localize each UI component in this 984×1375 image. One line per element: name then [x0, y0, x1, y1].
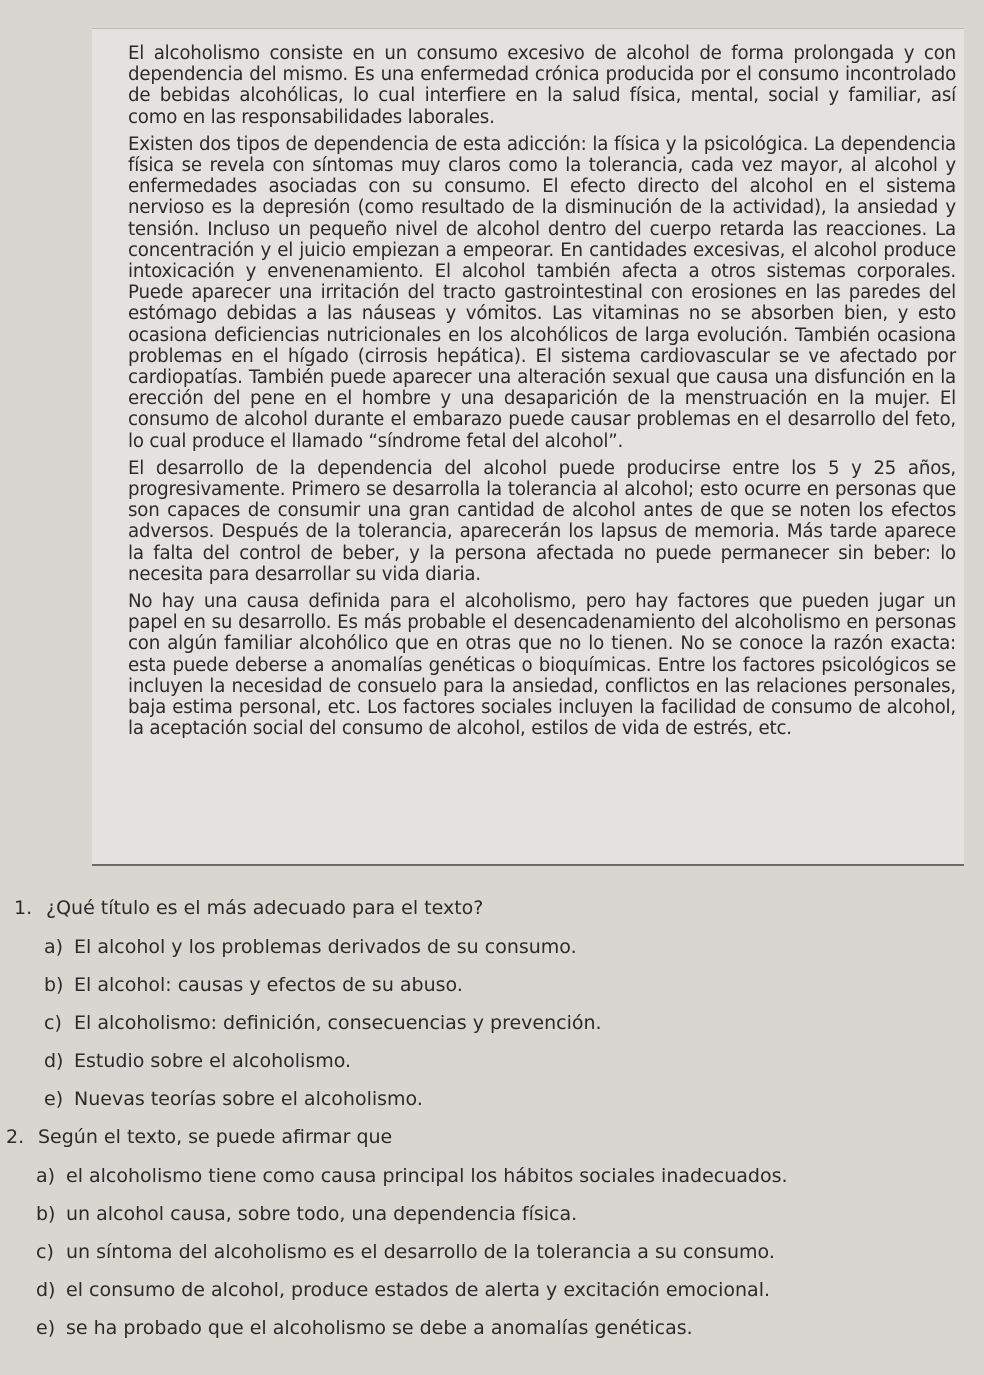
option-letter: c)	[44, 1012, 62, 1034]
question-1-option-e[interactable]	[44, 1087, 984, 1111]
question-2-option-d[interactable]	[36, 1278, 984, 1302]
question-1-option-d[interactable]	[44, 1049, 984, 1073]
option-letter: a)	[44, 936, 64, 958]
option-letter: d)	[36, 1279, 56, 1301]
question-text: ¿Qué título es el más adecuado para el texto?	[46, 897, 484, 919]
option-text: se ha probado que el alcoholismo se debe a anomalías genéticas.	[66, 1317, 693, 1339]
question-number: 1.	[14, 897, 33, 919]
option-letter: d)	[44, 1050, 64, 1072]
questions-section	[0, 896, 984, 1354]
question-2-stem	[6, 1125, 984, 1149]
passage-paragraph-2: Existen dos tipos de dependencia de esta adicción: la física y la psicológica. La dependencia física se revela con síntomas muy claros como la tolerancia, cada vez mayor, al alcohol y enfermedades asociadas con su consumo. El efecto directo del alcohol en el sistema nervioso es la depresión (como resultado de la disminución de la actividad), la ansiedad y tensión. Incluso un pequeño nivel de alcohol dentro del cuerpo retarda las reacciones. La concentración y el juicio empiezan a empeorar. En cantidades excesivas, el alcohol produce intoxicación y envenenamiento. El alcohol también afecta a otros sistemas corporales. Puede aparecer una irritación del tracto gastrointestinal con erosiones en las paredes del estómago debidas a las náuseas y vómitos. Las vitaminas no se absorben bien, y esto ocasiona deficiencias nutricionales en los alcohólicos de larga evolución. También ocasiona problemas en el hígado (cirrosis hepática). El sistema cardiovascular se ve afectado por cardiopatías. También puede aparecer una alteración sexual que causa una disfunción en la erección del pene en el hombre y una desaparición de la menstruación en la mujer. El consumo de alcohol durante el embarazo puede causar problemas en el desarrollo del feto, lo cual produce el llamado “síndrome fetal del alcohol”.	[128, 133, 956, 452]
question-1-option-c[interactable]	[44, 1011, 984, 1035]
question-2-option-c[interactable]	[36, 1240, 984, 1264]
option-text: un alcohol causa, sobre todo, una dependencia física.	[66, 1203, 578, 1225]
option-letter: c)	[36, 1241, 54, 1263]
option-letter: e)	[44, 1088, 64, 1110]
question-1-stem	[14, 896, 984, 920]
option-letter: b)	[44, 974, 64, 996]
question-2-option-a[interactable]	[36, 1164, 984, 1188]
option-letter: a)	[36, 1165, 56, 1187]
reading-passage	[92, 28, 964, 866]
option-text: Estudio sobre el alcoholismo.	[74, 1050, 352, 1072]
option-text: el alcoholismo tiene como causa principal los hábitos sociales inadecuados.	[66, 1165, 788, 1187]
option-letter: b)	[36, 1203, 56, 1225]
question-text: Según el texto, se puede afirmar que	[38, 1126, 393, 1148]
passage-paragraph-3: El desarrollo de la dependencia del alcohol puede producirse entre los 5 y 25 años, progresivamente. Primero se desarrolla la tolerancia al alcohol; esto ocurre en personas que son capaces de consumir una gran cantidad de alcohol antes de que se noten los efectos adversos. Después de la tolerancia, aparecerán los lapsus de memoria. Más tarde aparece la falta del control de beber, y la persona afectada no puede permanecer sin beber: lo necesita para desarrollar su vida diaria.	[128, 457, 956, 585]
option-text: el consumo de alcohol, produce estados de alerta y excitación emocional.	[66, 1279, 771, 1301]
question-1-option-a[interactable]	[44, 935, 984, 959]
option-text: El alcohol y los problemas derivados de su consumo.	[74, 936, 577, 958]
question-2	[0, 1125, 984, 1340]
question-1	[0, 896, 984, 1111]
option-letter: e)	[36, 1317, 56, 1339]
passage-paragraph-1: El alcoholismo consiste en un consumo excesivo de alcohol de forma prolongada y con dependencia del mismo. Es una enfermedad crónica producida por el consumo incontrolado de bebidas alcohólicas, lo cual interfiere en la salud física, mental, social y familiar, así como en las responsabilidades laborales.	[128, 43, 956, 128]
option-text: El alcohol: causas y efectos de su abuso.	[74, 974, 463, 996]
question-2-option-b[interactable]	[36, 1202, 984, 1226]
passage-paragraph-4: No hay una causa definida para el alcoholismo, pero hay factores que pueden jugar un papel en su desarrollo. Es más probable el desencadenamiento del alcoholismo en personas con algún familiar alcohólico que en otras que no lo tienen. No se conoce la razón exacta: esta puede deberse a anomalías genéticas o bioquímicas. Entre los factores psicológicos se incluyen la necesidad de consuelo para la ansiedad, conflictos en las relaciones personales, baja estima personal, etc. Los factores sociales incluyen la facilidad de consumo de alcohol, la aceptación social del consumo de alcohol, estilos de vida de estrés, etc.	[128, 591, 956, 740]
option-text: El alcoholismo: definición, consecuencias y prevención.	[74, 1012, 602, 1034]
question-2-option-e[interactable]	[36, 1316, 984, 1340]
question-number: 2.	[6, 1126, 25, 1148]
option-text: un síntoma del alcoholismo es el desarrollo de la tolerancia a su consumo.	[66, 1241, 775, 1263]
question-1-option-b[interactable]	[44, 973, 984, 997]
option-text: Nuevas teorías sobre el alcoholismo.	[74, 1088, 423, 1110]
